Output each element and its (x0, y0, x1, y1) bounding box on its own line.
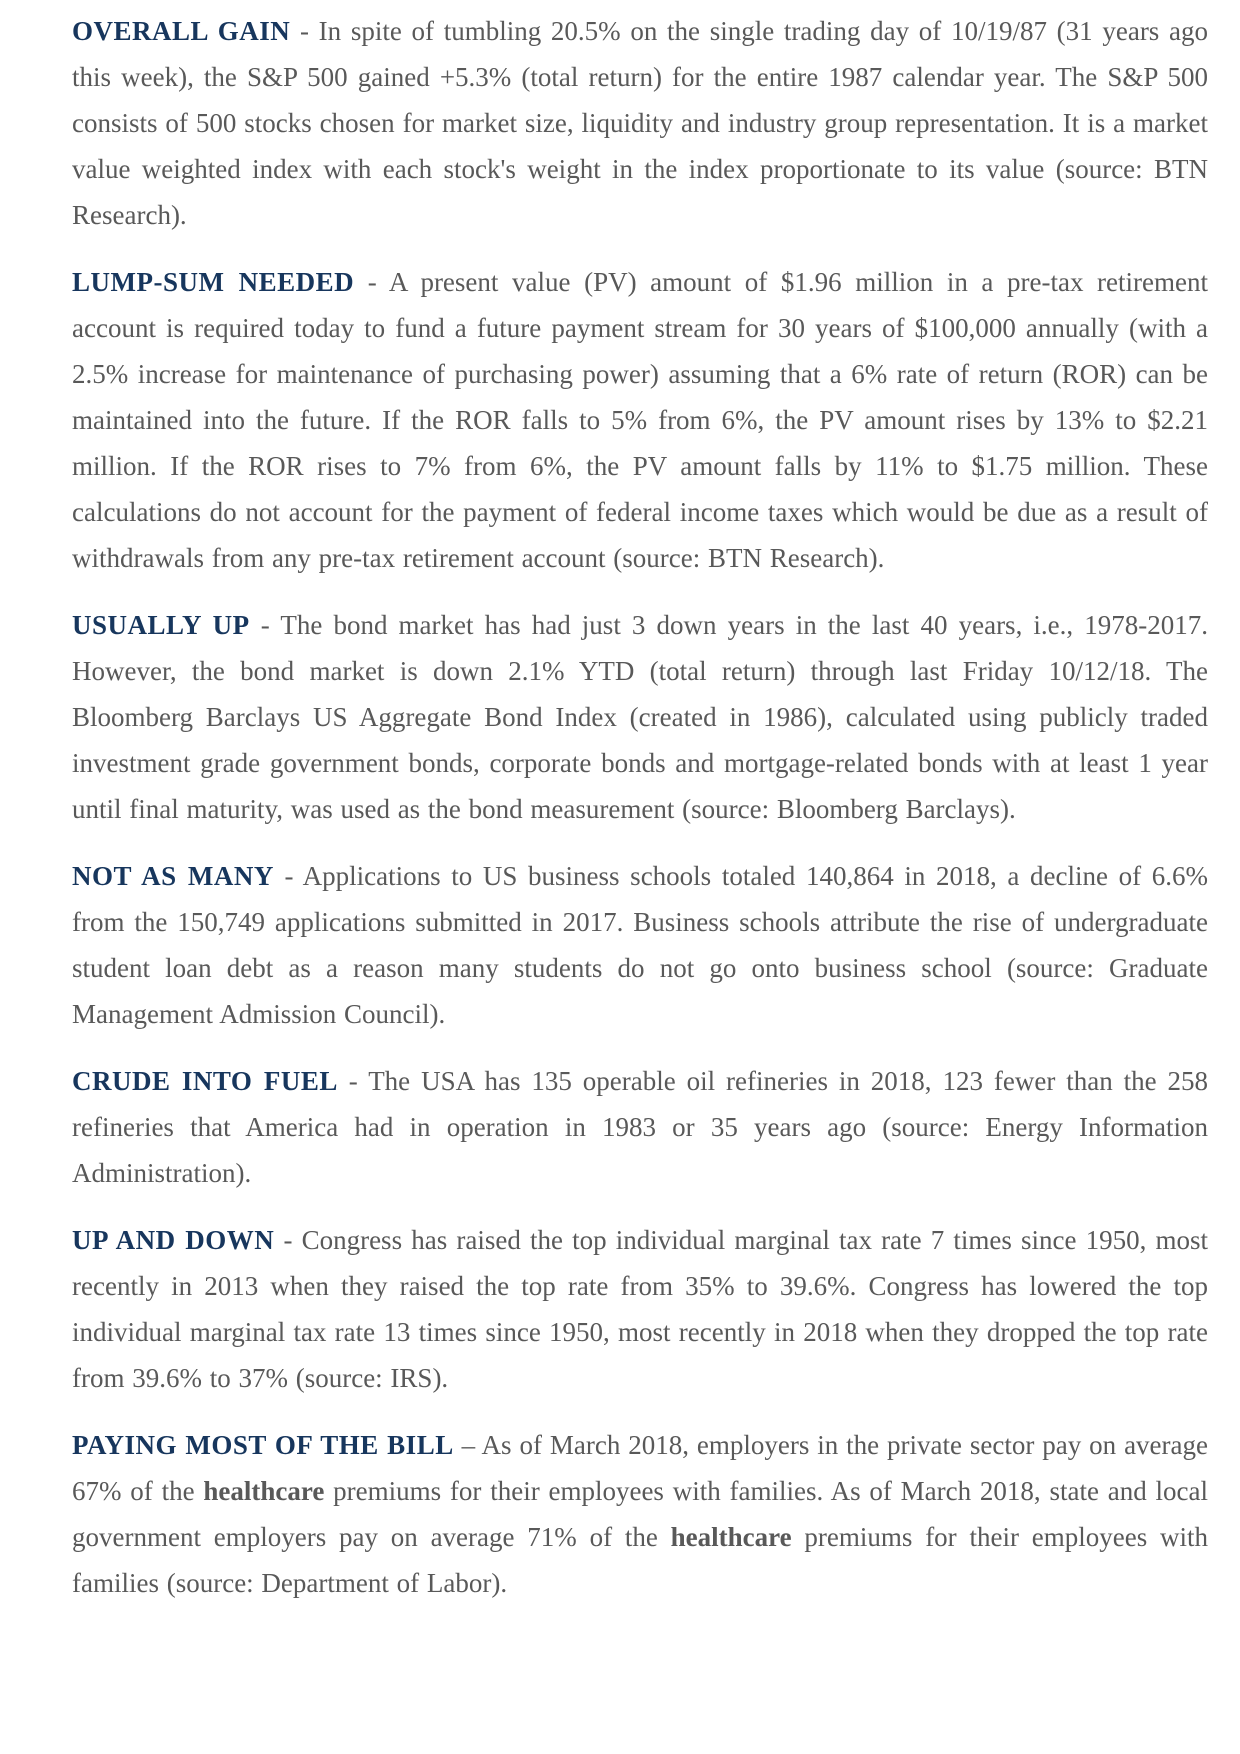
heading-separator: - (249, 610, 281, 640)
heading-separator: - (354, 267, 389, 297)
newsletter-paragraph (72, 1217, 1208, 1401)
paragraph-heading: OVERALL GAIN (72, 16, 291, 46)
heading-separator: - (290, 16, 319, 46)
heading-separator: – (453, 1430, 482, 1460)
newsletter-paragraph (72, 259, 1208, 581)
paragraph-body (72, 610, 1208, 824)
paragraph-body (72, 16, 1208, 230)
newsletter-paragraph (72, 602, 1208, 832)
body-text: A present value (PV) amount of $1.96 million in a pre-tax retirement account is required today to fund a future payment stream for 30 years of $100,000 annually (with a 2.5% increase for maintenance of purchasing power) assuming that a 6% rate of return (ROR) can be maintained into the future. If the ROR falls to 5% from 6%, the PV amount rises by 13% to $2.21 million. If the ROR rises to 7% from 6%, the PV amount falls by 11% to $1.75 million. These calculations do not account for the payment of federal income taxes which would be due as a result of withdrawals from any pre-tax retirement account (source: BTN Research). (72, 267, 1209, 573)
body-text: premiums for their employees with families (source: Department of Labor). (72, 1522, 1208, 1598)
paragraph-body (72, 267, 1208, 573)
heading-separator: - (273, 861, 303, 891)
body-text: premiums for their employees with families. As of March 2018, state and local government employers pay on average 71% of the (72, 1476, 1208, 1552)
body-text: As of March 2018, employers in the private sector pay on average 67% of the (72, 1430, 1208, 1506)
body-text: Applications to US business schools totaled 140,864 in 2018, a decline of 6.6% from the 150,749 applications submitted in 2017. Business schools attribute the rise of undergraduate student loan debt as a reason many students do not go onto business school (source: Graduate Management Admission Council). (72, 861, 1208, 1029)
newsletter-paragraph (72, 1422, 1208, 1606)
paragraph-heading: CRUDE INTO FUEL (72, 1066, 338, 1096)
newsletter-paragraph (72, 1058, 1208, 1196)
body-text: In spite of tumbling 20.5% on the single trading day of 10/19/87 (31 years ago this week), the S&P 500 gained +5.3% (total return) for the entire 1987 calendar year. The S&P 500 consists of 500 stocks chosen for market size, liquidity and industry group representation. It is a market value weighted index with each stock's weight in the index proportionate to its value (source: BTN Research). (72, 16, 1208, 230)
paragraph-heading: NOT AS MANY (72, 861, 274, 891)
heading-separator: - (337, 1066, 369, 1096)
body-text: The USA has 135 operable oil refineries in 2018, 123 fewer than the 258 refineries that America had in operation in 1983 or 35 years ago (source: Energy Information Administration). (72, 1066, 1209, 1188)
heading-separator: - (274, 1225, 302, 1255)
paragraph-heading: LUMP-SUM NEEDED (72, 267, 355, 297)
paragraph-heading: PAYING MOST OF THE BILL (72, 1430, 454, 1460)
body-text: The bond market has had just 3 down years in the last 40 years, i.e., 1978-2017. However, the bond market is down 2.1% YTD (total return) through last Friday 10/12/18. The Bloomberg Barclays US Aggregate Bond Index (created in 1986), calculated using publicly traded investment grade government bonds, corporate bonds and mortgage-related bonds with at least 1 year until final maturity, was used as the bond measurement (source: Bloomberg Barclays). (72, 610, 1208, 824)
body-text: Congress has raised the top individual marginal tax rate 7 times since 1950, most recently in 2013 when they raised the top rate from 35% to 39.6%. Congress has lowered the top individual marginal tax rate 13 times since 1950, most recently in 2018 when they dropped the top rate from 39.6% to 37% (source: IRS). (72, 1225, 1208, 1393)
newsletter-paragraph (72, 8, 1208, 238)
paragraph-heading: UP AND DOWN (72, 1225, 275, 1255)
newsletter-paragraph (72, 853, 1208, 1037)
paragraph-list (72, 8, 1208, 1606)
bold-body-text: healthcare (203, 1476, 325, 1506)
paragraph-heading: USUALLY UP (72, 610, 250, 640)
bold-body-text: healthcare (670, 1522, 792, 1552)
